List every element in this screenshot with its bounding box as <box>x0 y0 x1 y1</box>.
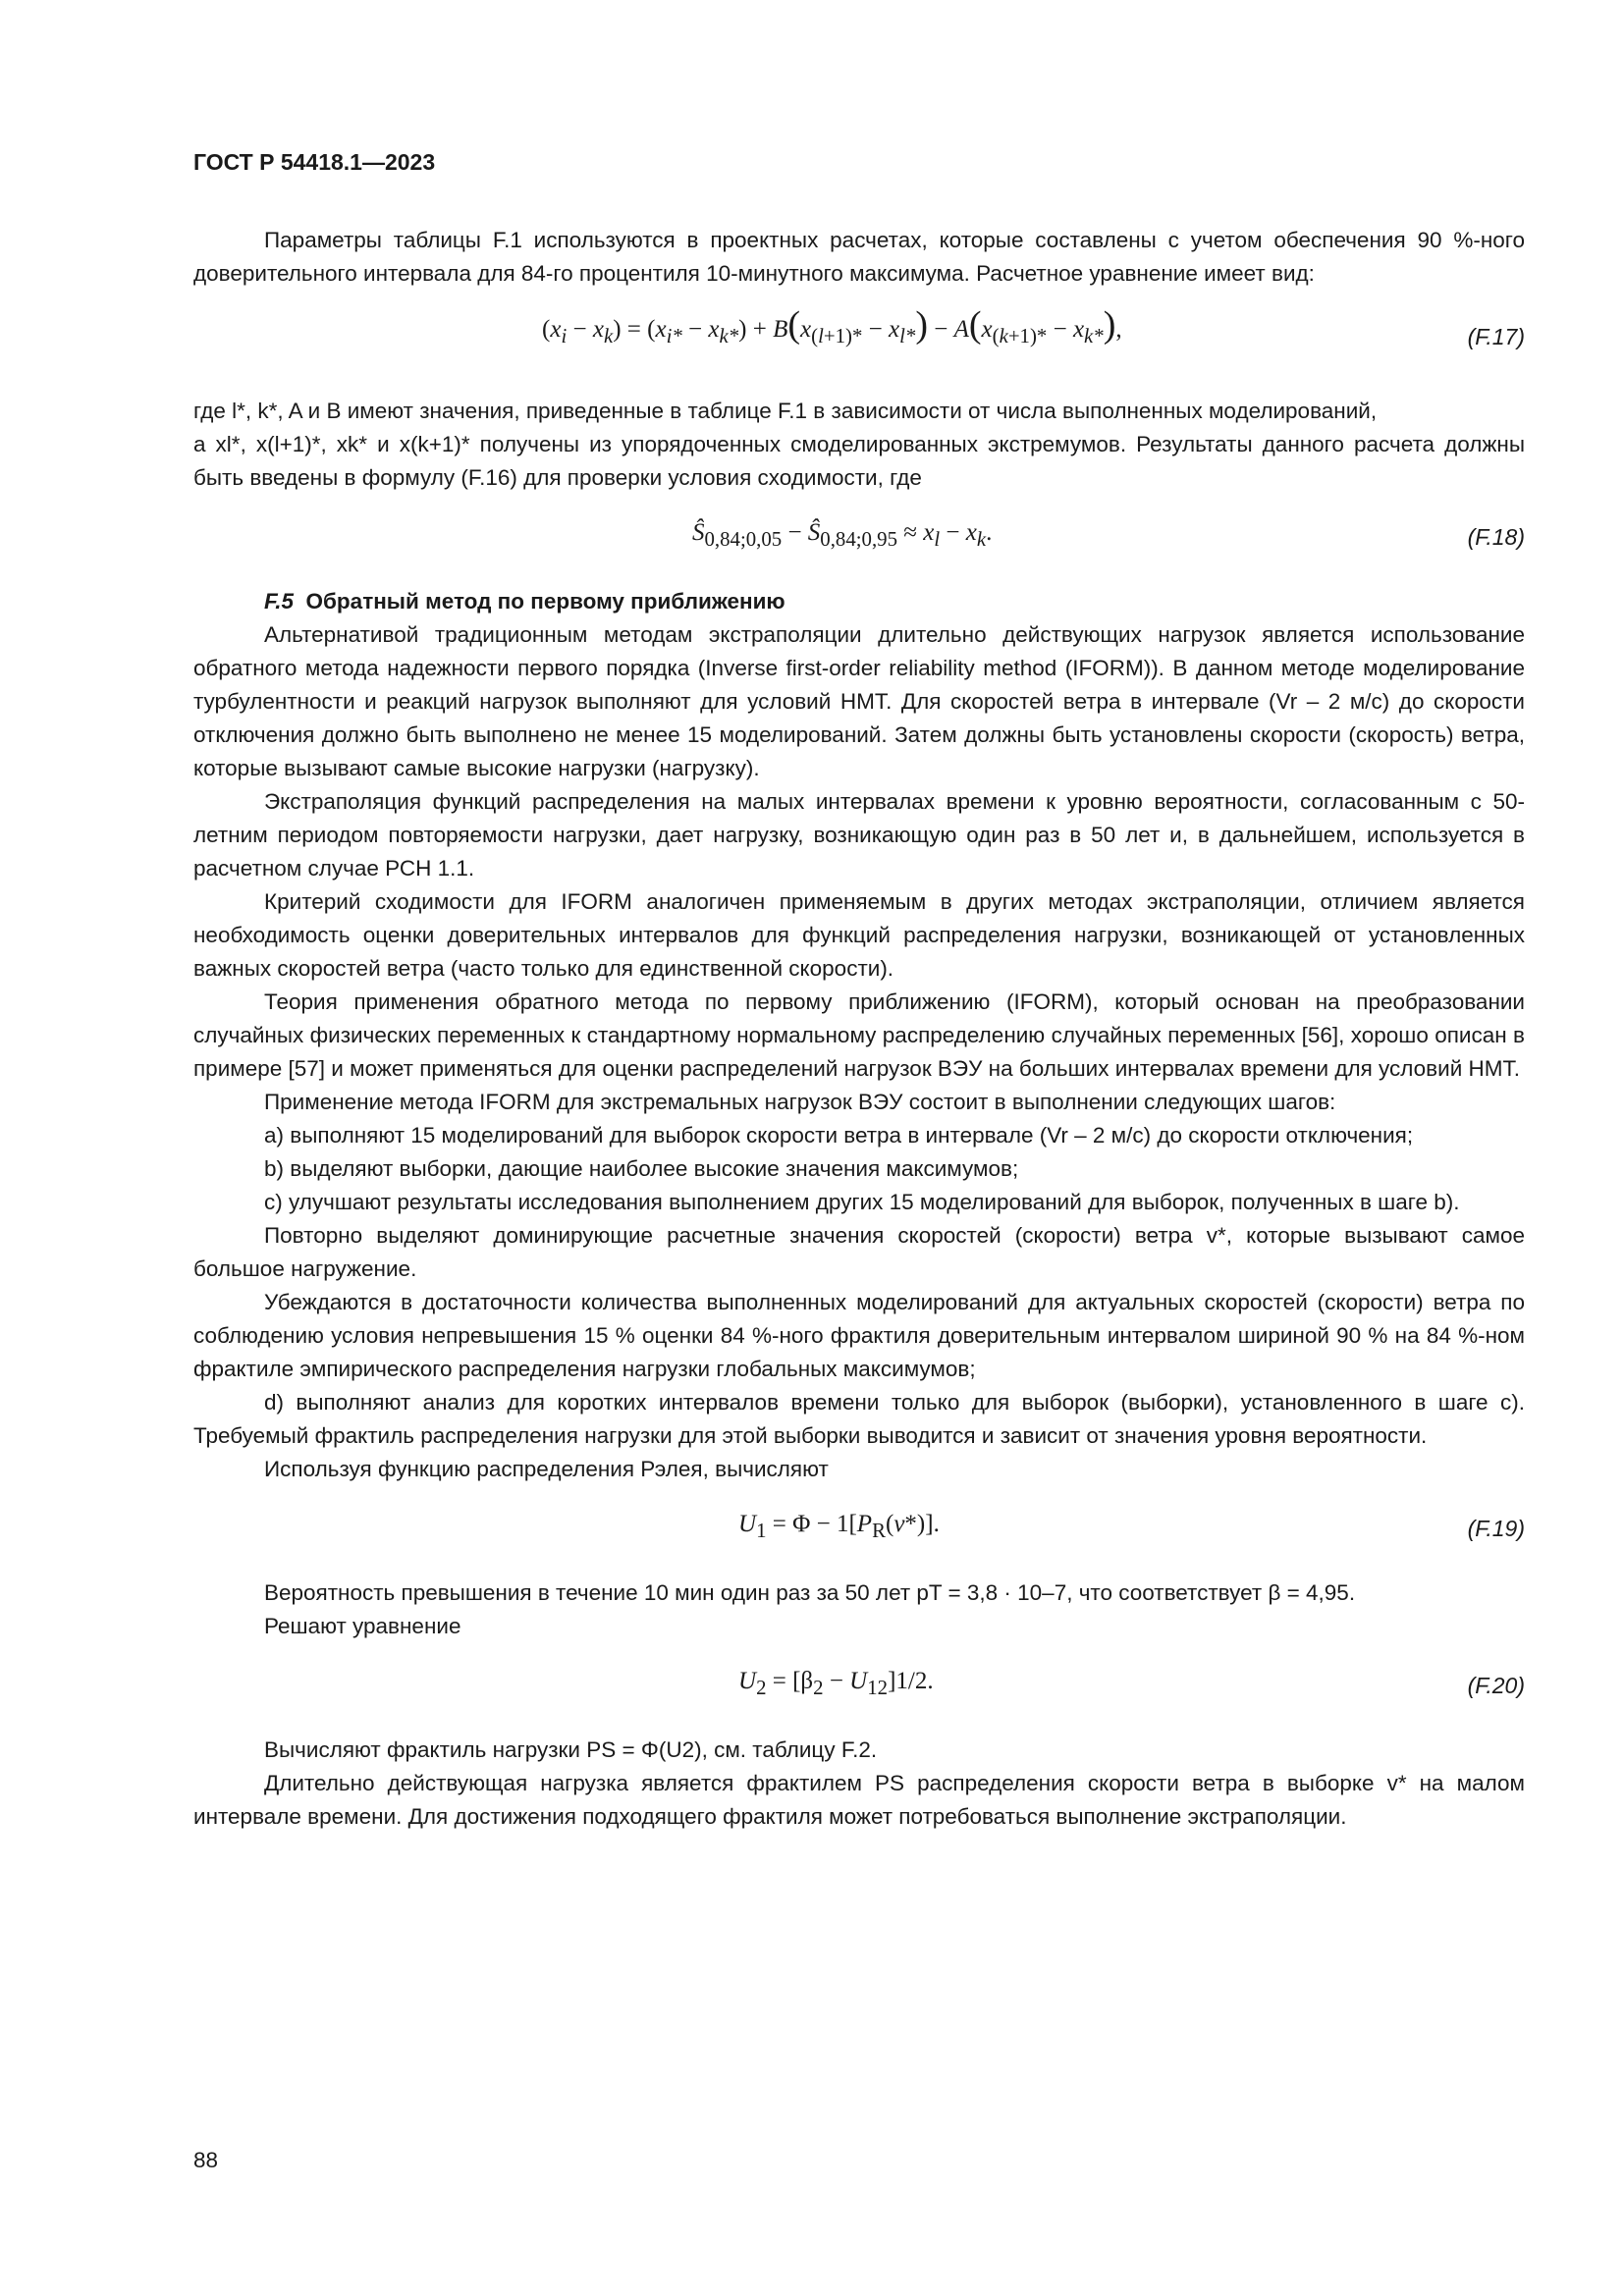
list-item: a) выполняют 15 моделирований для выборок скорости ветра в интервале (Vr – 2 м/с) до скорости отключения; <box>264 1123 1414 1148</box>
formula-f17-number: (F.17) <box>1467 324 1525 349</box>
formula-f18 <box>193 503 1525 571</box>
section-title: Обратный метод по первому приближению <box>305 589 785 614</box>
formula-f17 <box>193 298 1525 381</box>
formula-f18-number: (F.18) <box>1467 524 1525 550</box>
formula-f19-expression: $U_1 = \Phi - 1[P_R(v*)]$. <box>738 1511 940 1542</box>
paragraph: Повторно выделяют доминирующие расчетные значения скоростей (скорости) ветра v*, которые вызывают самое большое нагружение. <box>193 1223 1525 1281</box>
list-item: c) улучшают результаты исследования выполнением других 15 моделирований для выборок, полученных в шаге b). <box>264 1190 1460 1214</box>
paragraph: а xl*, x(l+1)*, xk* и x(k+1)* получены из упорядоченных смоделированных экстремумов. Результаты данного расчета должны быть введены в формулу (F.16) для проверки условия сходимости, где <box>193 432 1525 490</box>
formula-f20-expression: $U_2 = [\beta_2 - U_{12}]1/2$. <box>738 1668 934 1699</box>
formula-f20 <box>193 1651 1525 1720</box>
paragraph: Критерий сходимости для IFORM аналогичен применяемым в других методах экстраполяции, отличием является необходимость оценки доверительных интервалов для функций распределения нагрузки, возникающей от установленных важных скоростей ветра (часто только для единственной скорости). <box>193 889 1525 981</box>
paragraph: Теория применения обратного метода по первому приближению (IFORM), который основан на преобразовании случайных физических переменных к стандартному нормальному распределению случайных переменных [56], хорошо описан в примере [57] и может применяться для оценки распределений нагрузок ВЭУ на больших интервалах времени для условий НМТ. <box>193 989 1525 1081</box>
paragraph: Применение метода IFORM для экстремальных нагрузок ВЭУ состоит в выполнении следующих шагов: <box>264 1090 1336 1114</box>
list-item: b) выделяют выборки, дающие наиболее высокие значения максимумов; <box>264 1156 1019 1181</box>
formula-f20-number: (F.20) <box>1467 1673 1525 1698</box>
document-header: ГОСТ Р 54418.1—2023 <box>193 149 436 175</box>
formula-f19-number: (F.19) <box>1467 1516 1525 1541</box>
page-number: 88 <box>193 2148 219 2172</box>
paragraph: Убеждаются в достаточности количества выполненных моделирований для актуальных скоростей (скорости) ветра по соблюдению условия непревышения 15 % оценки 84 %-ного фрактиля доверительным интервалом шириной 90 % на 84 %-ном фрактиле эмпирического распределения нагрузки глобальных максимумов; <box>193 1290 1525 1381</box>
list-item: d) выполняют анализ для коротких интервалов времени только для выборок (выборки), установленного в шаге c). Требуемый фрактиль распределения нагрузки для этой выборки выводится и зависит от значения уровня вероятности. <box>193 1390 1525 1448</box>
section-heading <box>193 585 1525 618</box>
paragraph: Экстраполяция функций распределения на малых интервалах времени к уровню вероятности, согласованным с 50-летним периодом повторяемости нагрузки, дает нагрузку, возникающую один раз в 50 лет и, в дальнейшем, используется в расчетном случае РСН 1.1. <box>193 789 1525 881</box>
paragraph: Решают уравнение <box>264 1614 461 1638</box>
paragraph: Используя функцию распределения Рэлея, вычисляют <box>264 1457 829 1481</box>
document-body <box>193 224 1525 1834</box>
paragraph: Вычисляют фрактиль нагрузки PS = Φ(U2), см. таблицу F.2. <box>264 1737 878 1762</box>
section-number: F.5 <box>264 589 295 614</box>
paragraph: Вероятность превышения в течение 10 мин один раз за 50 лет pT = 3,8 · 10–7, что соответствует β = 4,95. <box>264 1580 1356 1605</box>
formula-f17-expression: $(x_i - x_k) = (x_{i*} - x_{k*}) + B(x_{(l+1)*} - x_{l*}) - A(x_{(k+1)*} - x_{k*})$, <box>542 304 1122 347</box>
formula-f18-expression: $Ŝ_{0,84;0,05}$ − $Ŝ_{0,84;0,95} \approx x_l - x_k$. <box>692 519 993 551</box>
formula-f19 <box>193 1494 1525 1563</box>
paragraph: Длительно действующая нагрузка является фрактилем PS распределения скорости ветра в выборке v* на малом интервале времени. Для достижения подходящего фрактиля может потребоваться выполнение экстраполяции. <box>193 1771 1525 1829</box>
paragraph: где l*, k*, A и B имеют значения, приведенные в таблице F.1 в зависимости от числа выполненных моделирований, <box>193 399 1378 423</box>
paragraph: Альтернативой традиционным методам экстраполяции длительно действующих нагрузок является использование обратного метода надежности первого порядка (Inverse first-order reliability method (IFORM)). В данном методе моделирование турбулентности и реакций нагрузок выполняют для условий НМТ. Для скоростей ветра в интервале (Vr – 2 м/с) до скорости отключения должно быть выполнено не менее 15 моделирований. Затем должны быть установлены скорости (скорость) ветра, которые вызывают самые высокие нагрузки (нагрузку). <box>193 622 1525 780</box>
paragraph: Параметры таблицы F.1 используются в проектных расчетах, которые составлены с учетом обеспечения 90 %-ного доверительного интервала для 84-го процентиля 10-минутного максимума. Расчетное уравнение имеет вид: <box>193 228 1525 286</box>
